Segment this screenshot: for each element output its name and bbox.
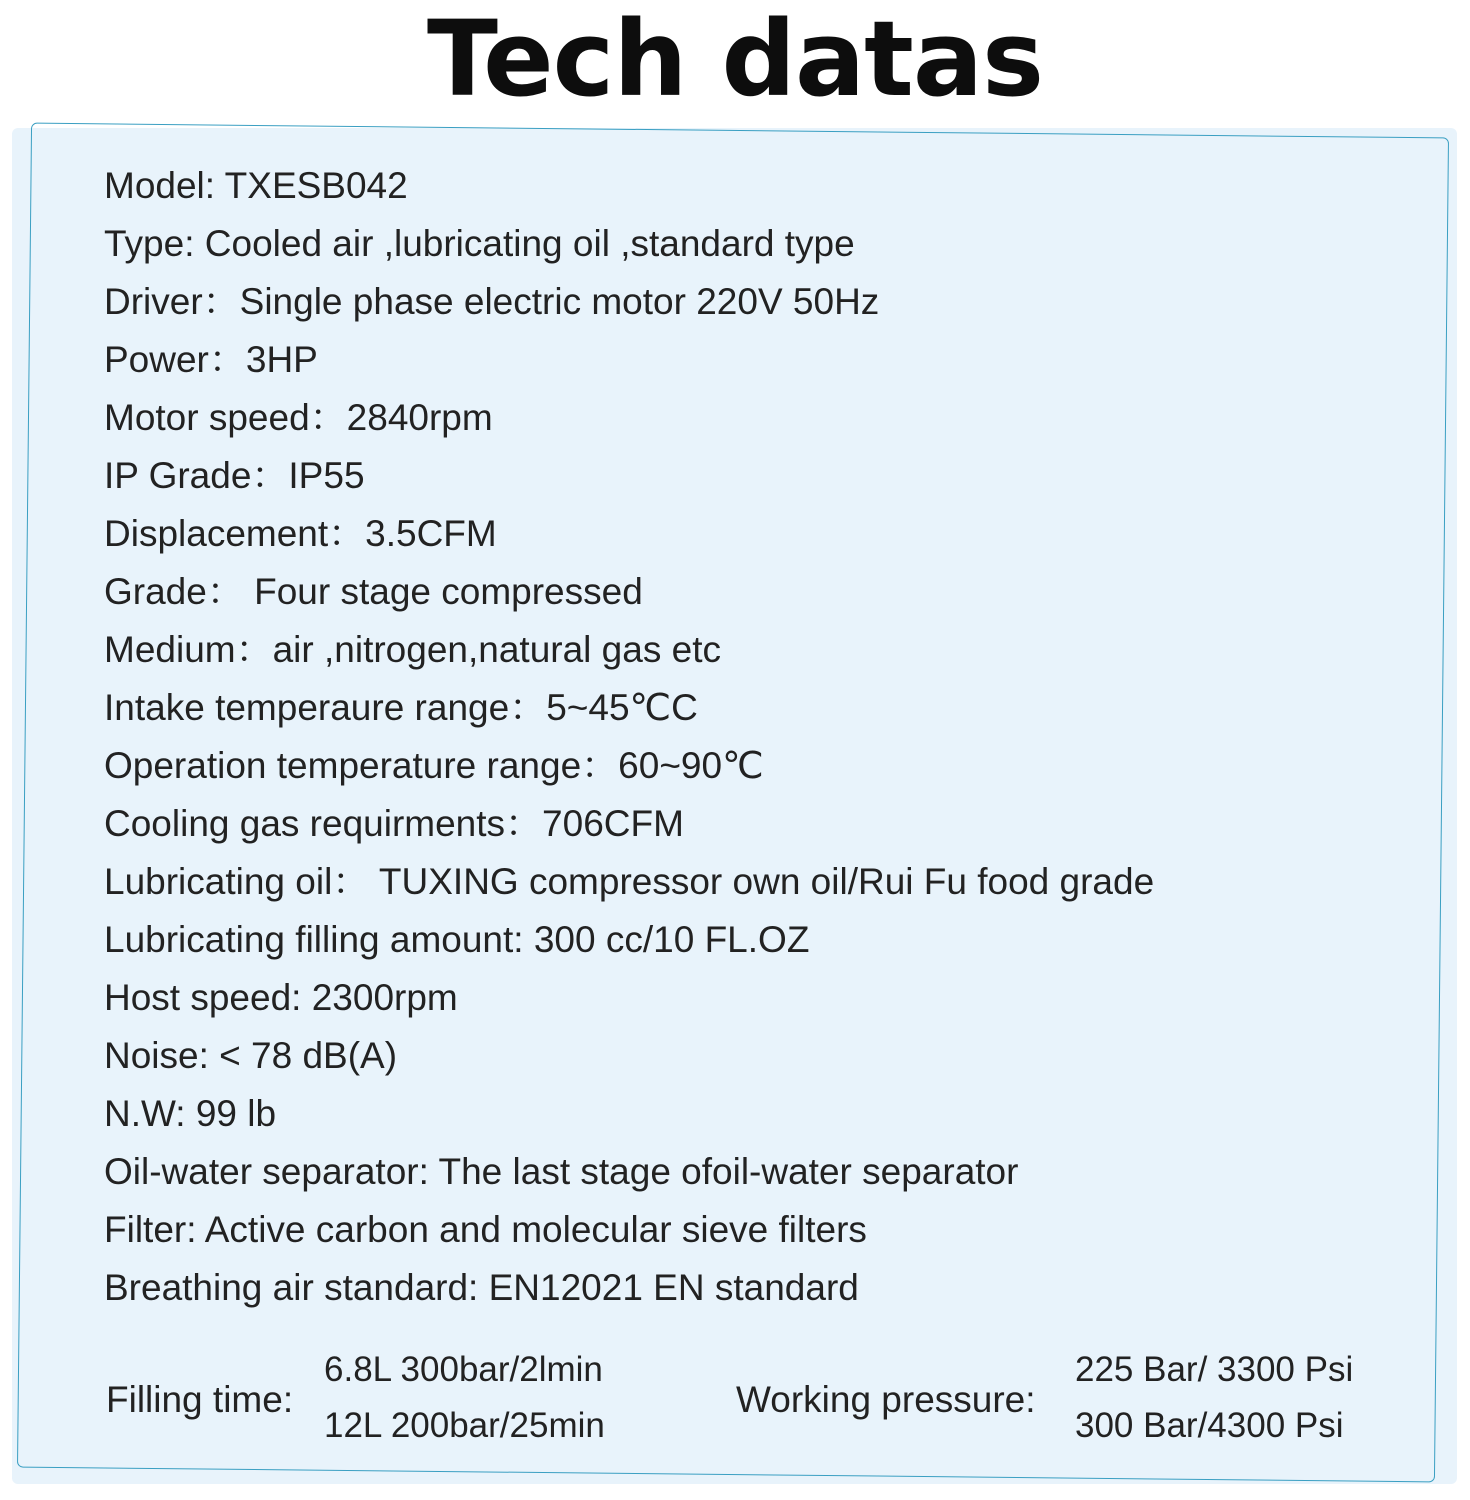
filling-time-label: Filling time:: [106, 1379, 294, 1420]
working-pressure-values: [1075, 1342, 1353, 1454]
spec-net-weight: N.W: 99 lb: [104, 1093, 277, 1134]
spec-power: Power：3HP: [104, 339, 318, 380]
spec-driver: Driver：Single phase electric motor 220V 50Hz: [104, 281, 880, 322]
spec-motor-speed: Motor speed：2840rpm: [104, 397, 493, 438]
spec-grade: Grade： Four stage compressed: [104, 571, 643, 612]
spec-displacement: Displacement：3.5CFM: [104, 513, 497, 554]
working-pressure-value: 225 Bar/ 3300 Psi: [1075, 1350, 1354, 1389]
page-title: Tech datas: [427, 0, 1043, 120]
spec-cooling-gas: Cooling gas requirments：706CFM: [104, 803, 684, 844]
spec-filter: Filter: Active carbon and molecular sieve filters: [104, 1209, 867, 1250]
spec-oil-water-separator: Oil-water separator: The last stage ofoil-water separator: [104, 1151, 1019, 1192]
spec-operation-temperature: Operation temperature range：60~90℃: [104, 745, 764, 786]
spec-ip-grade: IP Grade：IP55: [104, 455, 365, 496]
spec-model: Model: TXESB042: [104, 165, 408, 206]
bottom-specs: [104, 1342, 1394, 1454]
filling-time-value: 12L 200bar/25min: [324, 1406, 605, 1445]
spec-type: Type: Cooled air ,lubricating oil ,standard type: [104, 223, 855, 264]
spec-lubricating-filling-amount: Lubricating filling amount: 300 cc/10 FL.OZ: [104, 919, 810, 960]
spec-intake-temperature: Intake temperaure range：5~45℃C: [104, 687, 698, 728]
filling-time-value: 6.8L 300bar/2lmin: [324, 1350, 603, 1389]
filling-time-values: [324, 1342, 605, 1454]
working-pressure-value: 300 Bar/4300 Psi: [1075, 1406, 1344, 1445]
spec-breathing-air-standard: Breathing air standard: EN12021 EN standard: [104, 1267, 859, 1308]
spec-medium: Medium：air ,nitrogen,natural gas etc: [104, 629, 721, 670]
working-pressure-label: Working pressure:: [736, 1379, 1036, 1420]
spec-lubricating-oil: Lubricating oil： TUXING compressor own oil/Rui Fu food grade: [104, 861, 1155, 902]
spec-list: [104, 157, 1154, 1317]
spec-host-speed: Host speed: 2300rpm: [104, 977, 458, 1018]
spec-noise: Noise: < 78 dB(A): [104, 1035, 398, 1076]
